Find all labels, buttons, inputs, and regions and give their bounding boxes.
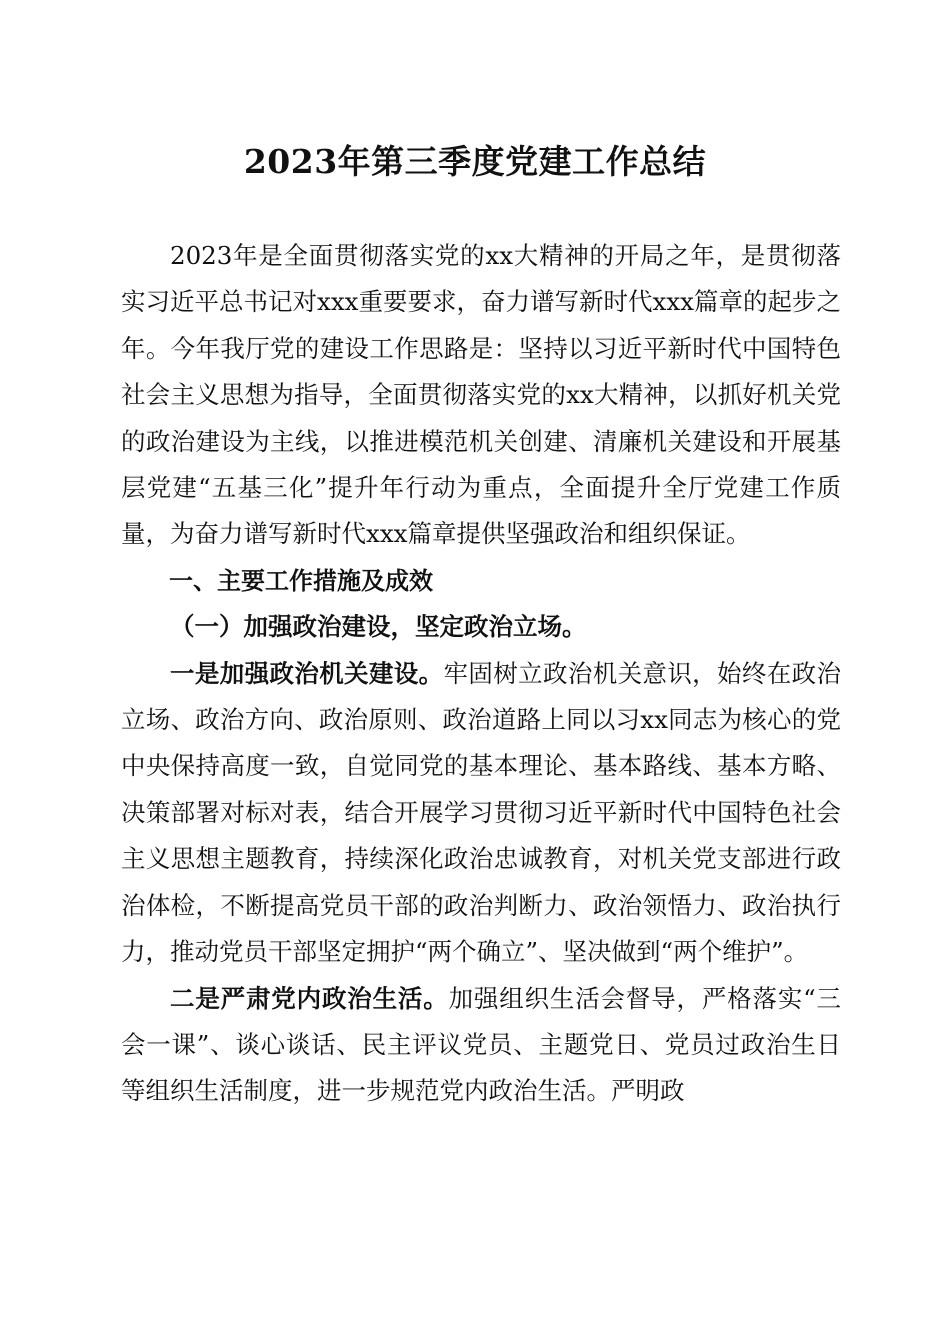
paragraph-text: 牢固树立政治机关意识，始终在政治立场、政治方向、政治原则、政治道路上同以习xx同志为核心的党中央保持高度一致，自觉同党的基本理论、基本路线、基本方略、决策部署对标对表，结合开展学习贯彻习近平新时代中国特色社会主义思想主题教育，持续深化政治忠诚教育，对机关党支部进行政治体检，不断提高党员干部的政治判断力、政治领悟力、政治执行力，推动党员干部坚定拥护“两个确立”、坚决做到“两个维护”。: [121, 658, 842, 967]
document-body: [121, 233, 841, 1115]
document-title: 2023年第三季度党建工作总结: [243, 142, 707, 181]
subsection-heading: （一）加强政治建设，坚定政治立场。: [170, 612, 587, 642]
section-heading: 一、主要工作措施及成效: [169, 566, 433, 595]
paragraph-text: 加强组织生活会督导，严格落实“三会一课”、谈心谈话、民主评议党员、主题党日、党员过政治生日等组织生活制度，进一步规范党内政治生活。严明政: [121, 983, 842, 1106]
intro-paragraph: 2023年是全面贯彻落实党的xx大精神的开局之年，是贯彻落实习近平总书记对xxx重要要求，奋力谱写新时代xxx篇章的起步之年。今年我厅党的建设工作思路是：坚持以习近平新时代中国特色社会主义思想为指导，全面贯彻落实党的xx大精神，以抓好机关党的政治建设为主线，以推进模范机关创建、清廉机关建设和开展基层党建“五基三化”提升年行动为重点，全面提升全厅党建工作质量，为奋力谱写新时代xxx篇章提供坚强政治和组织保证。: [121, 241, 841, 549]
paragraph-political-organ: [121, 651, 841, 976]
paragraph-lead: 一是加强政治机关建设。: [170, 658, 444, 688]
paragraph-lead: 二是严肃党内政治生活。: [170, 983, 449, 1013]
paragraph-political-life: [121, 976, 841, 1115]
